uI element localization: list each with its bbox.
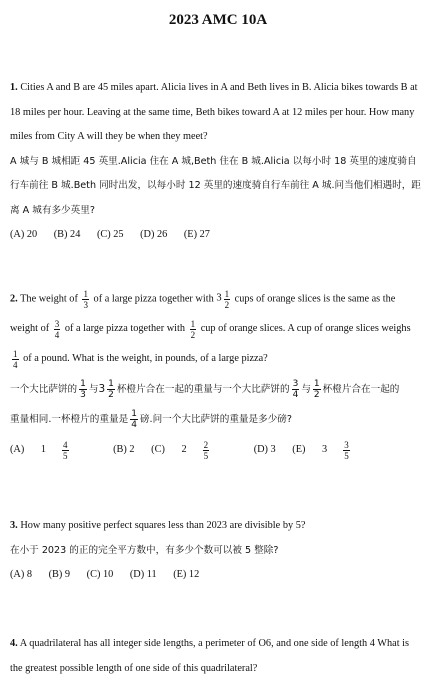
text-fragment: 杯橙片合在一起的重量与一个大比萨饼的 (116, 384, 290, 396)
question-2 (10, 284, 424, 465)
text-fragment: weight of (10, 323, 50, 335)
question-number: 3. (10, 520, 18, 531)
choice-d: (D) 26 (140, 229, 168, 240)
denominator: 2 (313, 389, 320, 400)
text-fragment: cups of orange slices is the same as the (234, 293, 396, 305)
choice-b: (B) 9 (48, 569, 71, 580)
numerator: 1 (108, 378, 114, 389)
denominator: 3 (80, 389, 86, 400)
text-fragment: 磅.问一个大比萨饼的重量是多少磅? (139, 414, 292, 426)
text-fragment: The weight of (20, 293, 78, 305)
question-2-english-line-1 (10, 284, 424, 314)
denominator: 2 (224, 299, 230, 310)
denominator: 4 (131, 419, 137, 430)
numerator: 1 (13, 348, 18, 359)
text-fragment: 杯橙片合在一起的 (322, 384, 400, 396)
question-english: Cities A and B are 45 miles apart. Alicia lives in A and Beth lives in B. Alicia bikes towards B at 18 miles per hour. Leaving at the same time, Beth bikes toward A at 12 miles per hour. How many miles from City A will they be when they meet? (10, 82, 418, 142)
numerator: 1 (83, 288, 88, 299)
question-2-chinese-line-2 (10, 405, 424, 435)
choice-letter: (E) (292, 444, 306, 456)
denominator: 5 (203, 450, 209, 461)
whole: 3 (98, 383, 106, 396)
choice-c (151, 439, 237, 461)
denominator: 4 (54, 329, 60, 340)
choice-b: (B) 2 (113, 444, 135, 456)
whole: 2 (181, 444, 187, 456)
whole: 3 (216, 293, 222, 304)
numerator: 4 (63, 439, 68, 450)
denominator: 4 (292, 389, 299, 400)
question-2-english-line-3 (10, 344, 424, 374)
question-1 (10, 76, 424, 248)
choice-b: (B) 24 (53, 229, 81, 240)
question-4 (10, 632, 424, 681)
choice-c: (C) 25 (96, 229, 124, 240)
fraction (54, 319, 61, 340)
choice-d: (D) 3 (253, 444, 276, 456)
fraction (82, 289, 89, 310)
text-fragment: 与 (88, 384, 99, 396)
numerator: 1 (313, 378, 320, 389)
question-number: 4. (10, 638, 18, 649)
choice-a: (A) 20 (10, 229, 38, 240)
denominator: 2 (190, 329, 196, 340)
answer-choices (10, 223, 424, 248)
question-chinese: A 城与 B 城相距 45 英里.Alicia 住在 A 城,Beth 住在 B 城.Alicia 以每小时 18 英里的速度骑自行车前往 B 城.Beth 同时出发，以每小时 12 英里的速度骑自行车前往 A 城.问当他们相遇时，距离 A 城有多少英里? (10, 155, 421, 216)
question-1-text (10, 76, 424, 150)
numerator: 1 (80, 378, 86, 389)
answer-choices (10, 435, 424, 465)
answer-choices (10, 563, 424, 588)
whole: 1 (40, 444, 47, 456)
text-fragment: of a large pizza together with (64, 323, 186, 335)
numerator: 3 (54, 318, 60, 329)
denominator: 4 (13, 359, 18, 370)
numerator: 3 (344, 439, 349, 450)
question-3-text (10, 514, 424, 539)
denominator: 2 (108, 389, 114, 400)
text-fragment: 重量相同.一杯橙片的重量是 (10, 414, 129, 426)
numerator: 3 (292, 378, 299, 389)
text-fragment: of a large pizza together with (93, 293, 214, 305)
question-chinese: 在小于 2023 的正的完全平方数中，有多少个数可以被 5 整除? (10, 544, 279, 556)
numerator: 1 (224, 288, 230, 299)
denominator: 5 (344, 450, 349, 461)
choice-e: (E) 27 (183, 229, 210, 240)
choice-a: (A) 8 (10, 569, 33, 580)
choice-a (10, 439, 97, 461)
numerator: 2 (203, 439, 209, 450)
page-title: 2023 AMC 10A (168, 12, 268, 28)
fraction (190, 319, 197, 340)
choice-e: (E) 12 (173, 569, 200, 580)
numerator: 1 (190, 318, 196, 329)
choice-c: (C) 10 (86, 569, 114, 580)
question-2-english-line-2 (10, 314, 424, 344)
denominator: 5 (63, 450, 68, 461)
numerator: 1 (131, 408, 137, 419)
mixed-number (216, 288, 232, 310)
choice-e (292, 439, 377, 461)
choice-letter: (C) (151, 444, 165, 456)
question-3 (10, 514, 424, 588)
question-2-chinese-line-1 (10, 374, 424, 405)
question-number: 1. (10, 82, 18, 93)
text-fragment: 一个大比萨饼的 (10, 384, 78, 396)
choice-letter: (A) (10, 444, 25, 456)
choice-d: (D) 11 (129, 569, 157, 580)
text-fragment: 与 (301, 384, 311, 396)
text-fragment: cup of orange slices. A cup of orange slices weighs (200, 323, 411, 335)
fraction (12, 349, 19, 370)
question-english: How many positive perfect squares less than 2023 are divisible by 5? (20, 520, 306, 531)
question-english: A quadrilateral has all integer side lengths, a perimeter of O6, and one side of length 4 What is the greatest possible length of one side of this quadrilateral? (10, 638, 410, 674)
text-fragment: of a pound. What is the weight, in pounds, of a large pizza? (23, 353, 268, 365)
question-number: 2. (10, 293, 18, 305)
whole: 3 (322, 444, 328, 456)
denominator: 3 (83, 299, 88, 310)
